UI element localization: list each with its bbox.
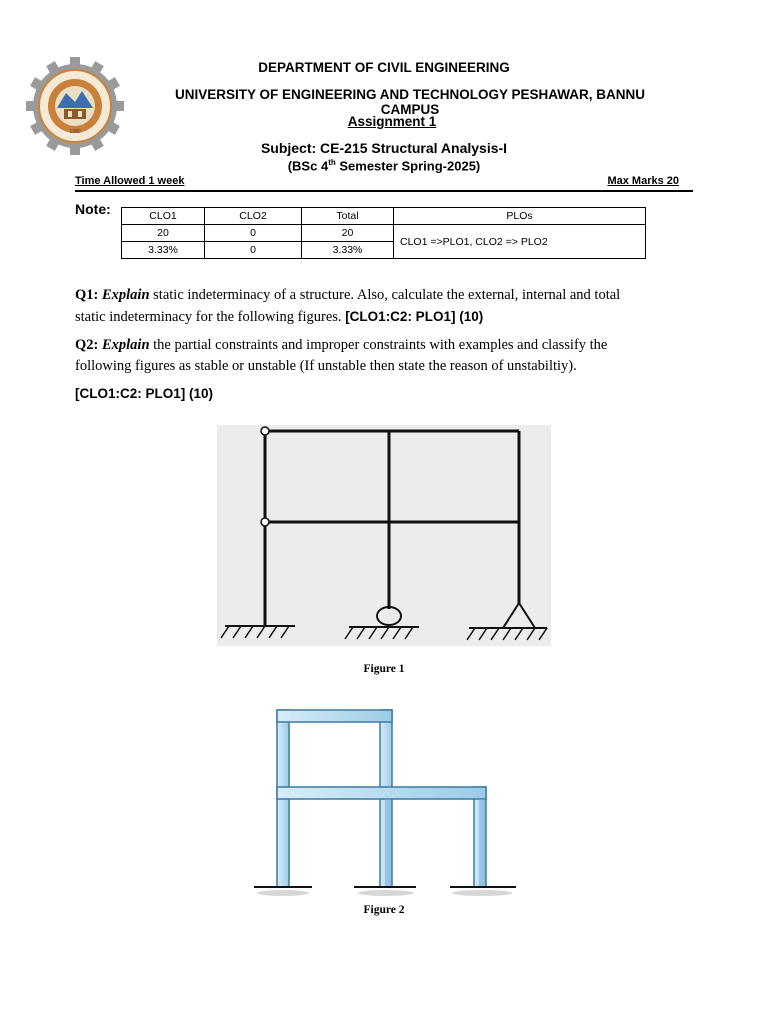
- assignment-title: Assignment 1: [347, 114, 437, 129]
- semester-line: [0, 158, 768, 173]
- figure-2: [250, 705, 520, 900]
- q2-clo-tag: [CLO1:C2: PLO1] (10): [75, 386, 214, 401]
- cell-clo2-percent: 0: [205, 242, 302, 259]
- header-plos: PLOs: [394, 208, 646, 225]
- q2-text-line2: following figures as stable or unstable (If unstable then state the reason of unstabiltiy).: [75, 358, 577, 374]
- figure-1-caption: Figure 1: [363, 663, 405, 675]
- semester-prefix: (BSc 4: [287, 158, 329, 174]
- q2-verb: Explain: [101, 337, 150, 353]
- q2-text-line1: the partial constraints and improper constraints with examples and classify the: [149, 337, 608, 353]
- semester-suffix: Semester Spring-2025): [335, 158, 481, 174]
- header-clo1: CLO1: [122, 208, 205, 225]
- cell-clo1-marks: 20: [122, 225, 205, 242]
- q1-number: Q1:: [75, 287, 99, 303]
- q1-verb: Explain: [101, 287, 150, 303]
- clo-table: [121, 207, 646, 259]
- q1-text-line2: static indeterminacy for the following figures.: [75, 309, 346, 325]
- header-clo2: CLO2: [205, 208, 302, 225]
- q1-clo-tag: [CLO1:C2: PLO1] (10): [345, 309, 484, 324]
- time-allowed: Time Allowed 1 week: [75, 175, 185, 187]
- cell-total-marks: 20: [302, 225, 394, 242]
- header-total: Total: [302, 208, 394, 225]
- cell-plo-mapping: CLO1 =>PLO1, CLO2 => PLO2: [394, 225, 646, 259]
- table-header-row: [122, 208, 646, 225]
- university-title: UNIVERSITY OF ENGINEERING AND TECHNOLOGY PESHAWAR, BANNU CAMPUS: [174, 87, 646, 117]
- note-label: Note:: [75, 201, 111, 217]
- svg-text:1980: 1980: [69, 129, 81, 135]
- semester-sup: th: [328, 158, 336, 167]
- subject-line: Subject: CE-215 Structural Analysis-I: [260, 140, 508, 156]
- department-title: DEPARTMENT OF CIVIL ENGINEERING: [258, 60, 510, 75]
- table-row: [122, 225, 646, 242]
- header-divider: [75, 190, 693, 192]
- cell-clo2-marks: 0: [205, 225, 302, 242]
- max-marks: Max Marks 20: [607, 175, 679, 187]
- figure-1: [217, 425, 551, 646]
- q1-text-line1: static indeterminacy of a structure. Also, calculate the external, internal and total: [149, 287, 621, 303]
- figure-2-caption: Figure 2: [363, 904, 405, 916]
- cell-total-percent: 3.33%: [302, 242, 394, 259]
- q2-number: Q2:: [75, 337, 99, 353]
- question-2: [75, 335, 675, 377]
- question-1: [75, 285, 675, 328]
- cell-clo1-percent: 3.33%: [122, 242, 205, 259]
